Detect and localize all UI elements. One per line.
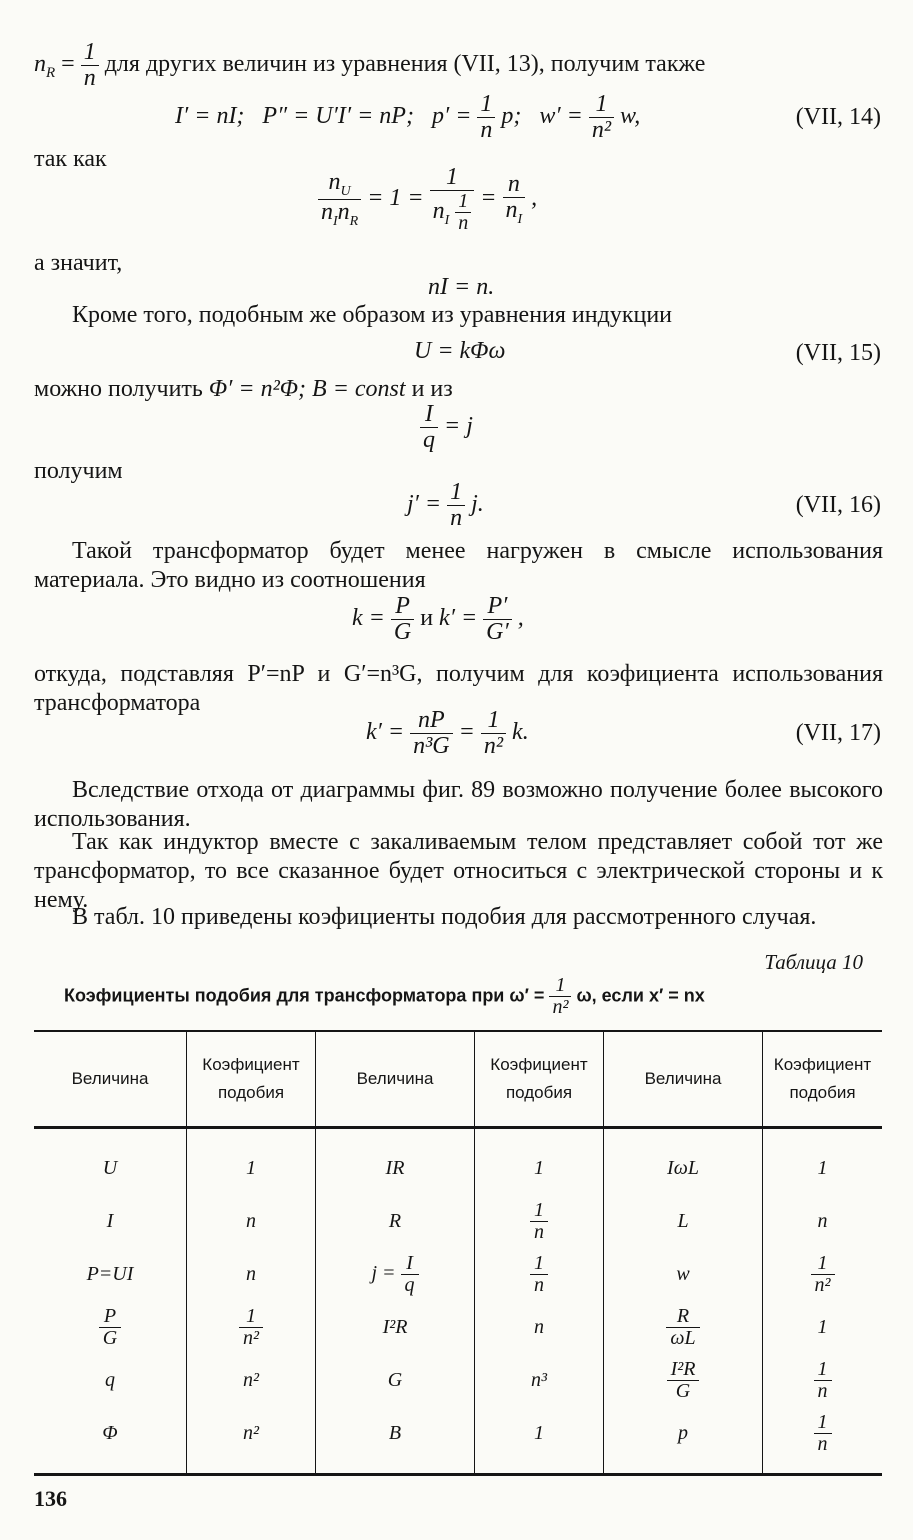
coefficient-cell [187,1248,316,1301]
can-get-text: можно получить [34,376,203,402]
paragraph-3: Вследствие отхода от диаграммы фиг. 89 возможно получение более высокого использования. [34,777,883,832]
quantity-cell [34,1301,187,1354]
table-header-row [34,1031,882,1128]
ni-equals-n: nI = n. [428,274,495,300]
coefficient-cell [763,1128,883,1196]
header-quantity-3: Величина [604,1031,763,1128]
coefficient-cell [187,1354,316,1407]
moreover-text: Кроме того, подобным же образом из уравнения индукции [72,302,673,328]
cell-text: p [678,1422,688,1444]
fraction-denominator: n [534,1221,544,1243]
cell-text: Φ [102,1422,118,1444]
quantity-cell [316,1128,475,1196]
equation-number-14: (VII, 14) [795,104,881,130]
table-caption-end: ω, если x′ = nx [576,985,705,1006]
utilization-equation: k = $\frac{P}{G}$ и k′ = $\frac{P'}{G'}$ , [352,593,524,646]
cell-text: L [677,1210,689,1232]
and-from-text: и из [411,376,453,402]
fraction-denominator: ωL [670,1327,696,1349]
intro-text: для других величин из уравнения (VII, 13), получим также [104,51,706,78]
paragraph-4: Так как индуктор вместе с закаливаемым телом представляет собой тот же трансформатор, то все сказанное будет относиться с электрической стороны и к нему. [34,829,883,913]
equation-vii-17: k′ = $\frac{nP}{\text{n³G}}$ = $\frac{1}{\text{n²}}$ k. [366,707,529,760]
intro-line: $n_R$ = $\frac{1}{n}$ для других величин из уравнения (VII, 13), получим также [34,39,706,92]
cell-text: j = [371,1262,396,1285]
fraction-numerator: 1 [811,1253,835,1275]
table-row [34,1248,882,1301]
fraction-denominator: q [404,1274,415,1296]
cell-fraction [530,1200,548,1243]
since-text: так как [34,146,107,172]
cell-text: n [246,1210,256,1232]
phi-equation: Φ′ = n²Φ; B = const [208,376,406,402]
cell-fraction [811,1253,835,1296]
header-coefficient-2: Коэфициент подобия [475,1031,604,1128]
header-quantity-1: Величина [71,1069,149,1088]
fraction-numerator: I [401,1253,419,1275]
coefficient-cell [187,1128,316,1196]
table-row [34,1128,882,1196]
table-caption: Коэфициенты подобия для трансформатора при ω′ = $\frac{1}{\text{n²}}$ ω, если x′ = nx [64,974,705,1018]
table-row [34,1354,882,1407]
quantity-cell [34,1128,187,1196]
coefficient-cell [763,1301,883,1354]
cell-fraction [401,1253,419,1296]
cell-text: G [387,1369,403,1391]
quantity-cell [316,1407,475,1475]
cell-text: P=UI [86,1263,134,1285]
fraction-denominator: n [817,1433,828,1455]
cell-text: n² [243,1422,259,1444]
fraction-numerator: 1 [814,1412,832,1434]
coefficient-cell [475,1248,604,1301]
paragraph-2: откуда, подставляя P′=nP и G′=n³G, получим для коэфициента использования трансформатора [34,661,883,716]
cell-text: R [388,1210,402,1232]
cell-text: 1 [246,1157,256,1179]
cell-text: q [105,1369,115,1391]
coefficient-cell [475,1195,604,1248]
quantity-cell [34,1195,187,1248]
cell-text: 1 [817,1157,828,1179]
fraction-denominator: n² [243,1327,259,1349]
coefficient-cell [475,1128,604,1196]
header-coefficient-3: Коэфициент подобия [763,1031,883,1128]
fraction-numerator: I²R [667,1359,700,1381]
cell-text: I²R [382,1316,408,1338]
equation-number-15: (VII, 15) [795,340,881,366]
quantity-cell [316,1301,475,1354]
equation-number-17: (VII, 17) [795,720,881,746]
quantity-cell [316,1195,475,1248]
page-number: 136 [34,1486,67,1511]
cell-text: 1 [534,1422,544,1444]
table-row [34,1301,882,1354]
cell-text: 1 [817,1316,828,1338]
fraction-denominator: n [534,1274,544,1296]
fraction-numerator: 1 [239,1306,263,1328]
cell-text: n³ [531,1369,547,1391]
equation-vii-14: I′ = nI; P″ = U′I′ = nP; p′ = $\frac{1}{n}$ p; w′ = $\frac{1}{\text{n²}}$ w, [175,91,641,144]
cell-fraction [814,1359,832,1402]
table-row [34,1407,882,1475]
table-caption-start: Коэфициенты подобия для трансформатора при ω′ = [64,985,545,1006]
cell-text: n [246,1263,256,1285]
thus-text: а значит, [34,250,123,276]
fraction-denominator: n² [814,1274,831,1296]
table-body [34,1128,882,1475]
equation-number-16: (VII, 16) [795,492,881,518]
induction-equation: U = kΦω [414,338,506,364]
fraction-denominator: G [675,1380,691,1402]
cell-text: n² [243,1369,259,1391]
coefficient-cell [475,1301,604,1354]
cell-fraction [814,1412,832,1455]
cell-text: n [534,1316,544,1338]
cell-fraction [530,1253,548,1296]
coefficient-cell [763,1354,883,1407]
and-word: и [420,605,434,632]
coefficient-cell [475,1354,604,1407]
fraction-numerator: 1 [814,1359,832,1381]
equation-vii-16: j′ = $\frac{1}{n}$ j. [407,479,484,532]
fraction-denominator: n [817,1380,828,1402]
quantity-cell [604,1354,763,1407]
header-quantity-2: Величина [316,1031,475,1128]
cell-text: n [817,1210,828,1232]
cell-fraction [666,1306,699,1349]
cell-text: IR [385,1157,405,1179]
fraction-denominator: G [102,1327,118,1349]
coefficient-cell [187,1195,316,1248]
coefficient-cell [763,1407,883,1475]
header-coefficient-1: Коэфициент подобия [187,1031,316,1128]
quantity-cell [34,1248,187,1301]
quantity-cell [34,1354,187,1407]
cell-text: w [676,1263,690,1285]
cell-text: U [102,1157,118,1179]
coefficient-cell [763,1195,883,1248]
fraction-numerator: R [666,1306,699,1328]
fraction-numerator: 1 [530,1253,548,1275]
can-get-line [34,376,453,403]
paragraph-1: Такой трансформатор будет менее нагружен в смысле использования материала. Это видно из соотношения [34,538,883,593]
quantity-cell [316,1248,475,1301]
fraction-numerator: 1 [530,1200,548,1222]
paragraph-5: В табл. 10 приведены коэфициенты подобия для рассмотренного случая. [72,904,817,930]
cell-text: 1 [534,1157,544,1179]
quantity-cell [604,1195,763,1248]
quantity-cell [604,1407,763,1475]
cell-fraction [667,1359,700,1402]
current-density-equation: $\frac{I}{q}$ = j [420,402,473,453]
quantity-cell [604,1248,763,1301]
table-label: Таблица 10 [764,950,863,974]
coefficient-cell [187,1407,316,1475]
coefficient-cell [763,1248,883,1301]
ratio-equation: $\frac{n_U}{n_In_R}$ = 1 = 1 $n_I$ $\frac{1}{n}$ = $\frac{n}{n_I}$ , [318,165,537,234]
similarity-table [34,1030,882,1476]
cell-text: B [388,1422,402,1444]
cell-fraction [99,1306,121,1349]
coefficient-cell [475,1407,604,1475]
quantity-cell [604,1301,763,1354]
coefficient-cell [187,1301,316,1354]
quantity-cell [34,1407,187,1475]
quantity-cell [316,1354,475,1407]
fraction-numerator: P [99,1306,121,1328]
quantity-cell [604,1128,763,1196]
cell-text: I [106,1210,114,1232]
we-get-text: получим [34,458,123,484]
table-row [34,1195,882,1248]
cell-text: IωL [667,1157,699,1179]
cell-fraction [239,1306,263,1349]
